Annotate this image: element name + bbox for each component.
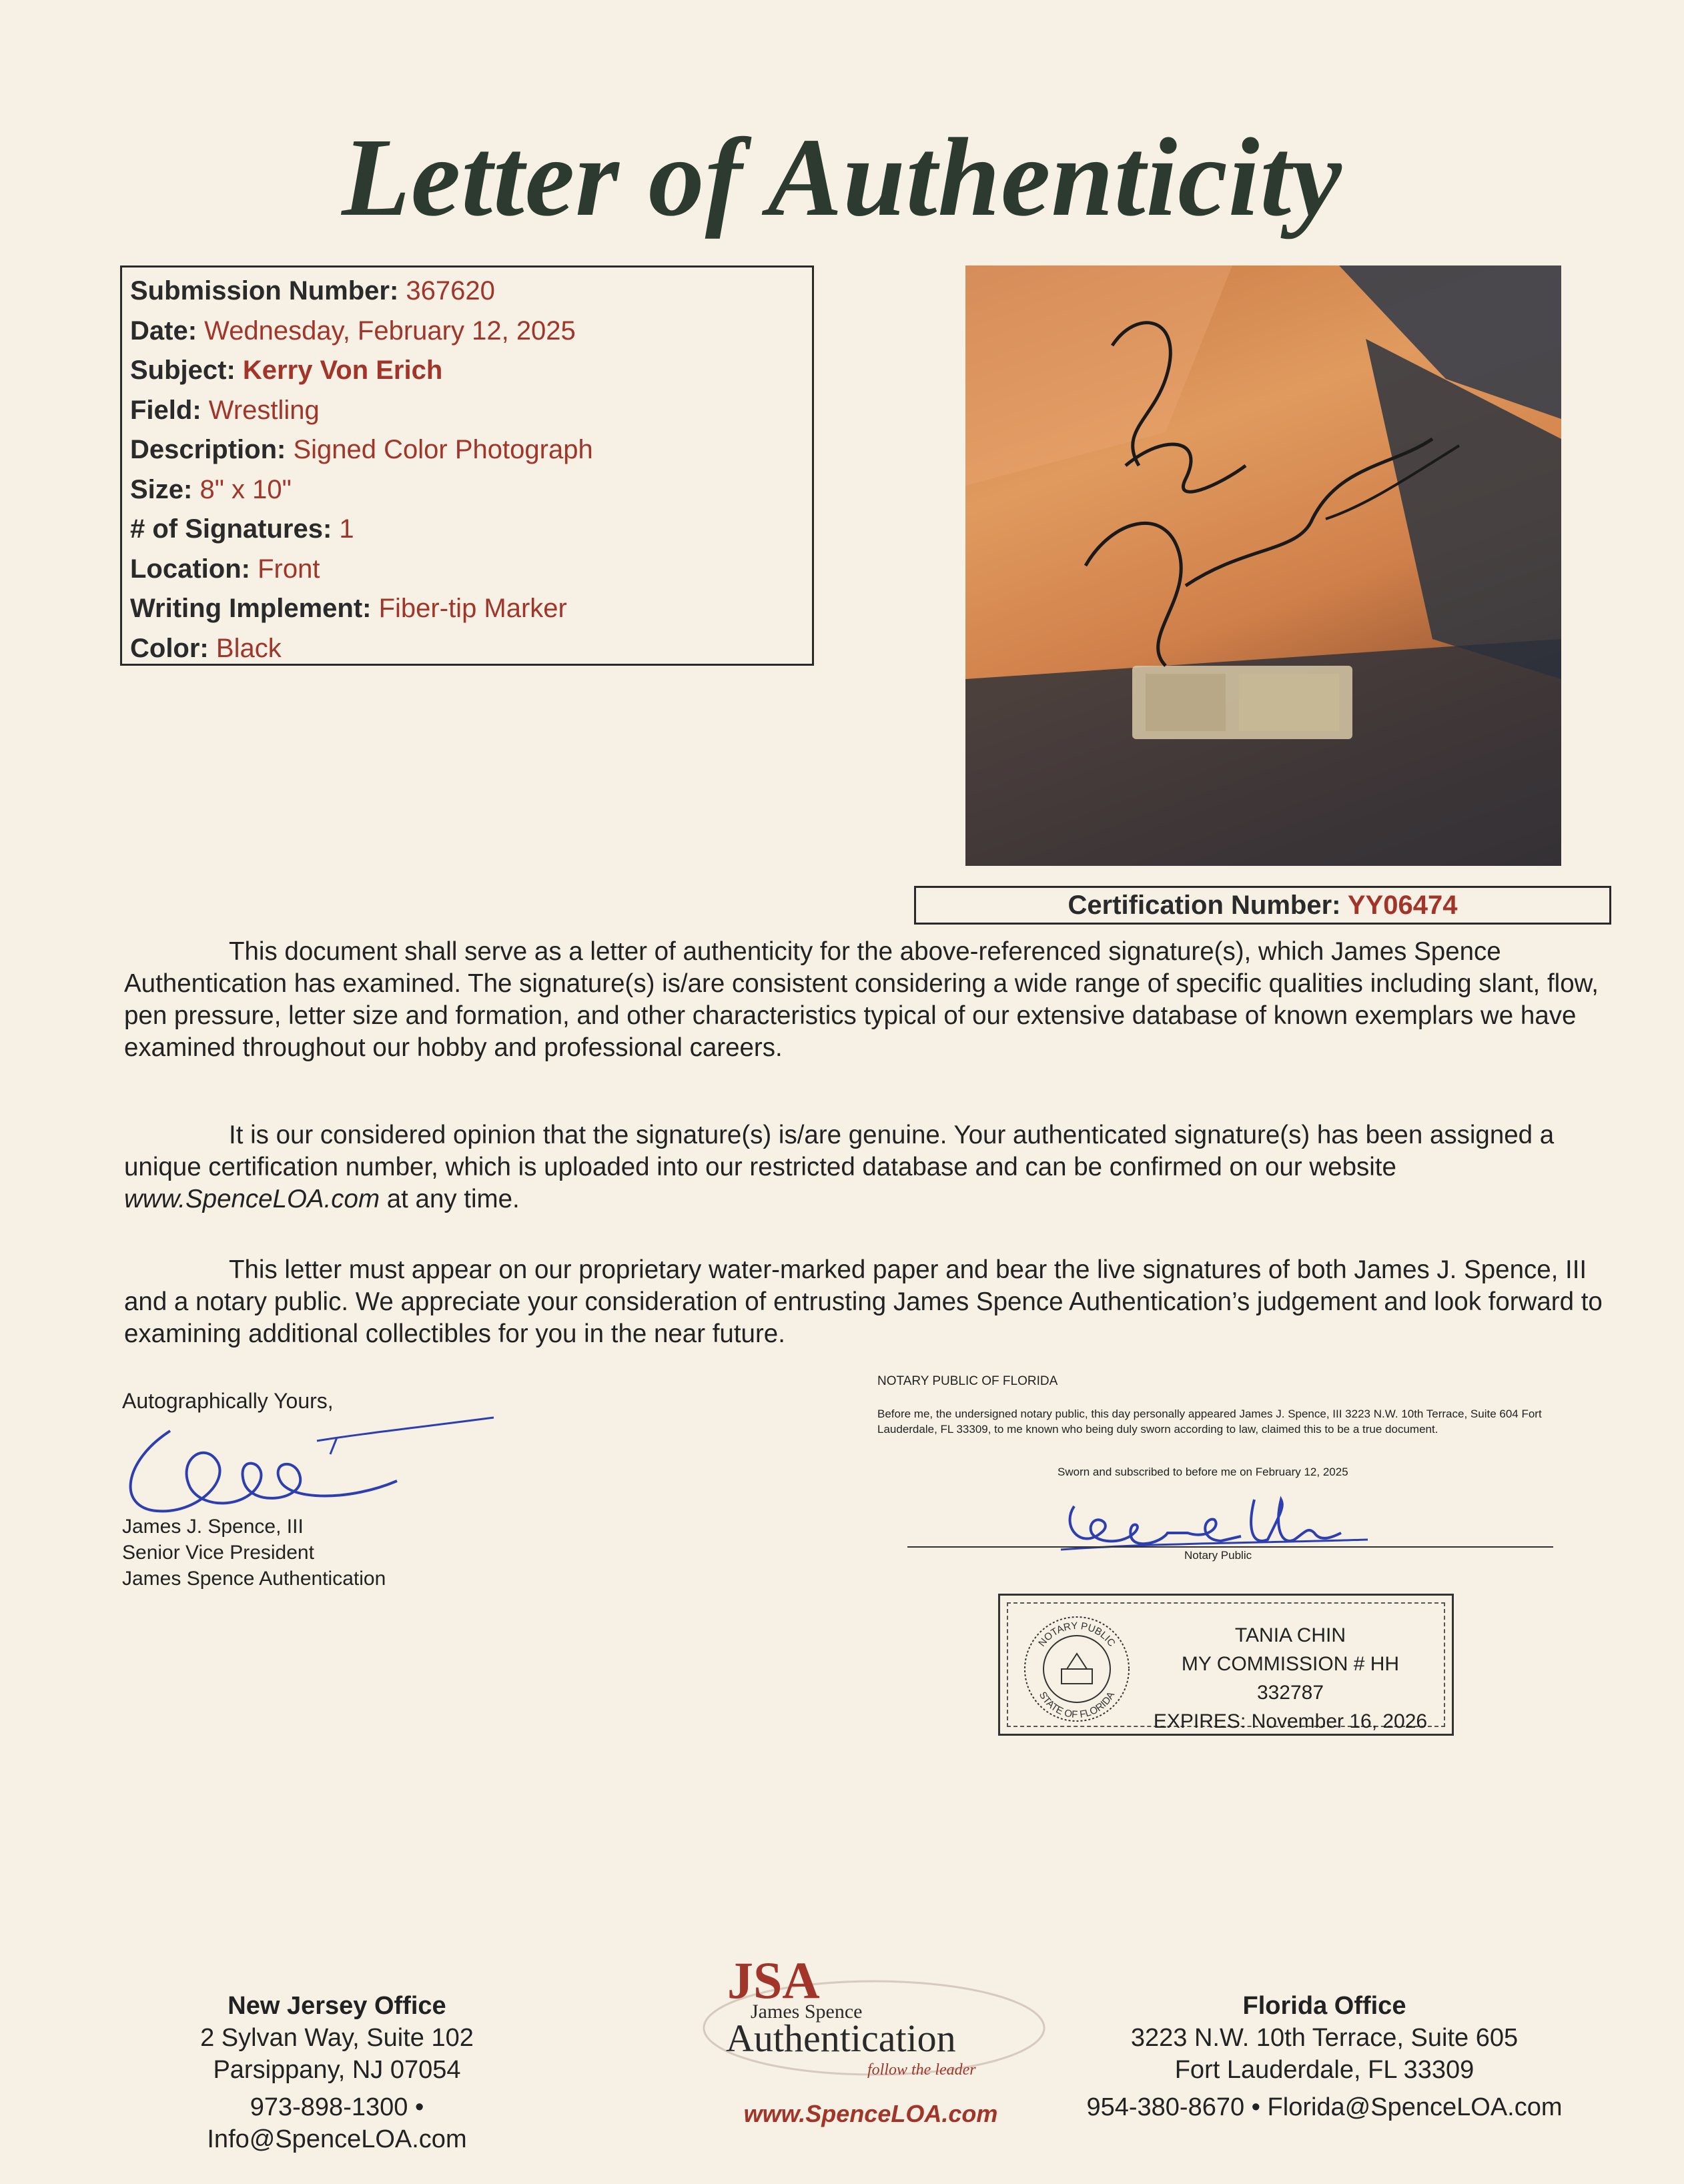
notary-line-label: Notary Public (1184, 1549, 1252, 1562)
seal-top-text: NOTARY PUBLIC (1036, 1620, 1118, 1649)
detail-value: 8" x 10" (199, 474, 292, 504)
detail-value: Signed Color Photograph (293, 435, 593, 464)
detail-label: Writing Implement: (130, 594, 372, 623)
detail-label: Submission Number: (130, 276, 399, 306)
detail-value: Black (216, 633, 282, 663)
detail-row-date (130, 312, 804, 352)
paragraph-opinion (124, 1119, 1605, 1215)
notary-signature-line (907, 1546, 1553, 1548)
jsa-logo-mark (687, 1951, 1054, 2085)
notary-name: TANIA CHIN (1234, 1624, 1346, 1646)
seal-bottom-text: STATE OF FLORIDA (1036, 1690, 1118, 1721)
signed-item-photo (965, 265, 1561, 866)
detail-label: Date: (130, 316, 197, 346)
nj-office-title: New Jersey Office (228, 1992, 446, 2020)
detail-value: 1 (339, 514, 354, 544)
nj-office (153, 1990, 520, 2155)
nj-office-address: 2 Sylvan Way, Suite 102 (200, 2024, 474, 2052)
detail-value: Wednesday, February 12, 2025 (204, 316, 576, 346)
notary-heading: NOTARY PUBLIC OF FLORIDA (877, 1374, 1058, 1388)
detail-row-location (130, 550, 804, 590)
svg-text:NOTARY PUBLIC (1036, 1620, 1118, 1649)
closing-salutation: Autographically Yours, (122, 1389, 334, 1413)
detail-label: Description: (130, 435, 286, 464)
notary-commission: MY COMMISSION # HH 332787 (1181, 1653, 1400, 1704)
fl-office-title: Florida Office (1242, 1992, 1406, 2020)
paragraph-requirements: This letter must appear on our proprietary water-marked paper and bear the live signatures of both James J. Spence, III and a notary public. We appreciate your consideration of entrusting James Spence Authentication’s judgement and look forward to examining additional collectibles for you in the near future. (124, 1255, 1603, 1348)
certification-label: Certification Number: (1068, 891, 1341, 920)
detail-value: Fiber-tip Marker (378, 594, 567, 623)
notary-stamp (998, 1594, 1454, 1736)
certification-number: YY06474 (1347, 891, 1458, 920)
detail-row-writing-implement (130, 589, 804, 629)
photo-illustration (965, 265, 1561, 866)
detail-row-color (130, 629, 804, 669)
signer-company: James Spence Authentication (122, 1568, 386, 1590)
document-title: Letter of Authenticity (342, 115, 1342, 239)
jsa-logo (687, 1951, 1054, 2125)
certification-number-box (914, 886, 1611, 925)
paragraph-opinion-text: It is our considered opinion that the signature(s) is/are genuine. Your authenticated signature(s) has been assigned a unique certification number, which is uploaded into our restricted database and can be confirmed on our website (124, 1121, 1555, 1181)
detail-row-size (130, 470, 804, 510)
nj-office-city: Parsippany, NJ 07054 (213, 2056, 461, 2084)
jsa-tagline: follow the leader (867, 2061, 976, 2079)
fl-office-contact: 954-380-8670 • Florida@SpenceLOA.com (1086, 2093, 1563, 2121)
detail-value: Kerry Von Erich (242, 356, 443, 385)
detail-row-submission-number (130, 271, 804, 312)
detail-row-subject (130, 351, 804, 391)
detail-label: Location: (130, 554, 250, 584)
detail-label: Field: (130, 395, 201, 425)
detail-value: Front (258, 554, 320, 584)
jsa-website[interactable]: www.SpenceLOA.com (743, 2100, 998, 2127)
paragraph-examination: This document shall serve as a letter of authenticity for the above-referenced signature(s), which James Spence Authentication has examined. The signature(s) is/are consistent considering a wide range of specific qualities including slant, flow, pen pressure, letter size and formation, and other characteristics typical of our extensive database of known exemplars we have examined throughout our hobby and professional careers. (124, 937, 1599, 1062)
state-seal-icon (1020, 1612, 1134, 1726)
notary-sworn-line: Sworn and subscribed to before me on February 12, 2025 (1058, 1466, 1348, 1478)
detail-value: 367620 (406, 276, 495, 306)
stamp-text (1147, 1621, 1434, 1736)
detail-label: Color: (130, 633, 209, 663)
jsa-james-spence: James Spence (751, 2001, 863, 2023)
svg-text:STATE OF FLORIDA (1037, 1690, 1117, 1720)
jsa-authentication: Authentication (726, 2017, 956, 2060)
detail-row-field (130, 391, 804, 431)
signer-block (122, 1514, 386, 1592)
spence-signature (117, 1401, 504, 1528)
notary-statement: Before me, the undersigned notary public, this day personally appeared James J. Spence, III 3223 N.W. 10th Terrace, Suite 604 Fort Lauderdale, FL 33309, to me known who being duly sworn according to law, claimed this to be a true document. (877, 1408, 1542, 1436)
fl-office-address: 3223 N.W. 10th Terrace, Suite 605 (1130, 2024, 1519, 2052)
detail-row-signatures (130, 510, 804, 550)
paragraph-opinion-tail: at any time. (380, 1185, 520, 1213)
website-link[interactable]: www.SpenceLOA.com (124, 1185, 380, 1213)
detail-label: # of Signatures: (130, 514, 332, 544)
detail-label: Subject: (130, 356, 236, 385)
signer-name: James J. Spence, III (122, 1516, 304, 1538)
fl-office (1047, 1990, 1601, 2123)
detail-row-description (130, 430, 804, 470)
fl-office-city: Fort Lauderdale, FL 33309 (1174, 2056, 1475, 2084)
jsa-letters: JSA (727, 1951, 820, 2009)
nj-office-contact: 973-898-1300 • Info@SpenceLOA.com (207, 2093, 467, 2153)
detail-value: Wrestling (208, 395, 320, 425)
detail-label: Size: (130, 474, 193, 504)
notary-expiration: EXPIRES: November 16, 2026 (1153, 1710, 1428, 1732)
submission-details-box (120, 265, 814, 666)
signer-title: Senior Vice President (122, 1542, 314, 1564)
